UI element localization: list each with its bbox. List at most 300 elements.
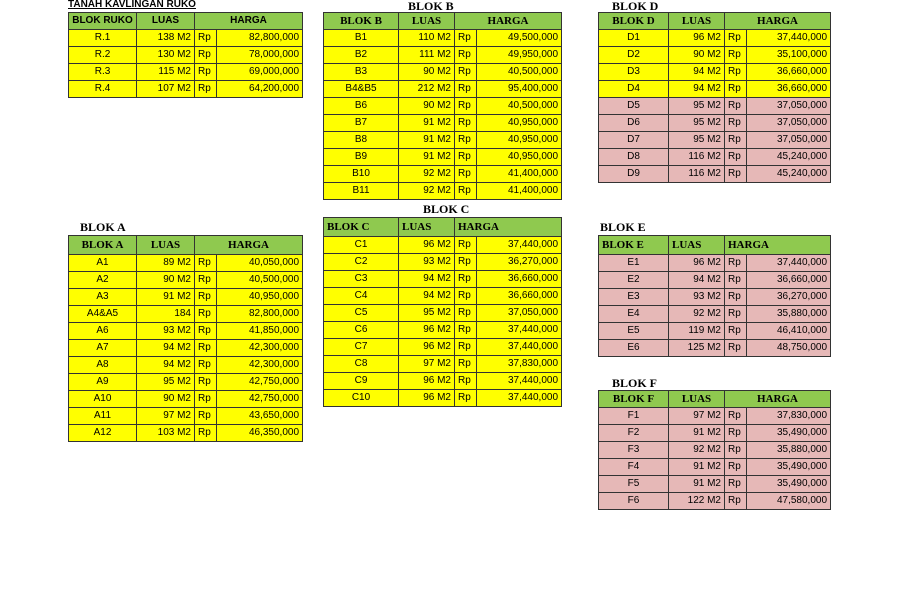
cell-currency: Rp	[455, 47, 477, 64]
table-row	[69, 374, 303, 391]
blok-b-title: BLOK B	[408, 0, 454, 13]
header-harga: HARGA	[455, 13, 562, 30]
cell-luas: 122 M2	[669, 493, 725, 510]
ruko-price-table	[68, 12, 303, 98]
cell-luas: 91 M2	[399, 132, 455, 149]
cell-luas: 92 M2	[669, 306, 725, 323]
cell-harga: 37,440,000	[477, 237, 562, 254]
cell-harga: 69,000,000	[217, 64, 303, 81]
cell-blok: F4	[599, 459, 669, 476]
table-row	[69, 323, 303, 340]
table-row	[324, 47, 562, 64]
cell-blok: D2	[599, 47, 669, 64]
table-row	[69, 81, 303, 98]
cell-luas: 93 M2	[399, 254, 455, 271]
cell-luas: 89 M2	[137, 255, 195, 272]
table-row	[324, 254, 562, 271]
cell-luas: 116 M2	[669, 149, 725, 166]
cell-blok: R.2	[69, 47, 137, 64]
cell-currency: Rp	[725, 255, 747, 272]
cell-luas: 91 M2	[669, 476, 725, 493]
cell-currency: Rp	[725, 289, 747, 306]
cell-currency: Rp	[455, 64, 477, 81]
table-row	[599, 272, 831, 289]
cell-blok: A7	[69, 340, 137, 357]
cell-harga: 42,300,000	[217, 357, 303, 374]
cell-blok: D7	[599, 132, 669, 149]
table-row	[599, 115, 831, 132]
table-row	[324, 64, 562, 81]
cell-luas: 97 M2	[669, 408, 725, 425]
cell-currency: Rp	[195, 425, 217, 442]
cell-harga: 95,400,000	[477, 81, 562, 98]
cell-blok: B6	[324, 98, 399, 115]
cell-luas: 95 M2	[669, 98, 725, 115]
cell-luas: 93 M2	[137, 323, 195, 340]
cell-harga: 40,950,000	[217, 289, 303, 306]
table-row	[69, 340, 303, 357]
cell-blok: D8	[599, 149, 669, 166]
table-row	[69, 391, 303, 408]
table-row	[324, 81, 562, 98]
cell-harga: 35,100,000	[747, 47, 831, 64]
table-row	[69, 408, 303, 425]
cell-harga: 36,660,000	[477, 271, 562, 288]
table-row	[324, 30, 562, 47]
cell-blok: F1	[599, 408, 669, 425]
cell-currency: Rp	[455, 30, 477, 47]
cell-currency: Rp	[725, 30, 747, 47]
cell-luas: 97 M2	[137, 408, 195, 425]
header-luas: LUAS	[669, 13, 725, 30]
cell-blok: A12	[69, 425, 137, 442]
table-row	[324, 149, 562, 166]
cell-currency: Rp	[725, 425, 747, 442]
cell-blok: R.3	[69, 64, 137, 81]
cell-harga: 37,440,000	[477, 322, 562, 339]
cell-harga: 36,660,000	[747, 64, 831, 81]
cell-harga: 36,660,000	[747, 81, 831, 98]
cell-luas: 95 M2	[669, 115, 725, 132]
cell-currency: Rp	[195, 340, 217, 357]
cell-harga: 35,490,000	[747, 476, 831, 493]
blok-d-price-table	[598, 12, 831, 183]
cell-harga: 37,830,000	[477, 356, 562, 373]
table-row	[69, 64, 303, 81]
cell-blok: B7	[324, 115, 399, 132]
cell-harga: 47,580,000	[747, 493, 831, 510]
cell-currency: Rp	[725, 408, 747, 425]
cell-blok: B9	[324, 149, 399, 166]
cell-blok: B3	[324, 64, 399, 81]
cell-currency: Rp	[725, 476, 747, 493]
table-row	[324, 115, 562, 132]
blok-a-title: BLOK A	[80, 220, 126, 234]
cell-harga: 42,750,000	[217, 374, 303, 391]
cell-currency: Rp	[725, 459, 747, 476]
cell-blok: R.1	[69, 30, 137, 47]
cell-blok: D1	[599, 30, 669, 47]
table-row	[599, 64, 831, 81]
cell-currency: Rp	[725, 98, 747, 115]
header-luas: LUAS	[399, 13, 455, 30]
header-harga: HARGA	[725, 236, 831, 255]
cell-blok: F5	[599, 476, 669, 493]
cell-currency: Rp	[195, 30, 217, 47]
cell-harga: 37,440,000	[477, 373, 562, 390]
cell-harga: 37,830,000	[747, 408, 831, 425]
table-row	[599, 166, 831, 183]
cell-harga: 82,800,000	[217, 30, 303, 47]
cell-harga: 82,800,000	[217, 306, 303, 323]
cell-currency: Rp	[455, 254, 477, 271]
cell-blok: E3	[599, 289, 669, 306]
cell-blok: D6	[599, 115, 669, 132]
header-blok: BLOK RUKO	[69, 13, 137, 30]
cell-blok: F2	[599, 425, 669, 442]
table-row	[599, 425, 831, 442]
blok-e-price-table	[598, 235, 831, 357]
cell-harga: 37,440,000	[747, 255, 831, 272]
cell-harga: 37,440,000	[477, 390, 562, 407]
cell-luas: 92 M2	[399, 183, 455, 200]
cell-luas: 96 M2	[399, 373, 455, 390]
cell-luas: 110 M2	[399, 30, 455, 47]
table-row	[69, 357, 303, 374]
cell-blok: C5	[324, 305, 399, 322]
cell-luas: 184	[137, 306, 195, 323]
cell-blok: C3	[324, 271, 399, 288]
cell-luas: 90 M2	[137, 391, 195, 408]
cell-blok: C9	[324, 373, 399, 390]
cell-luas: 138 M2	[137, 30, 195, 47]
cell-currency: Rp	[195, 323, 217, 340]
table-row	[324, 373, 562, 390]
cell-blok: A6	[69, 323, 137, 340]
cell-blok: E2	[599, 272, 669, 289]
table-row	[324, 339, 562, 356]
cell-blok: F6	[599, 493, 669, 510]
cell-luas: 116 M2	[669, 166, 725, 183]
cell-luas: 96 M2	[669, 255, 725, 272]
cell-blok: B8	[324, 132, 399, 149]
table-row	[69, 272, 303, 289]
cell-luas: 94 M2	[399, 271, 455, 288]
table-row	[599, 493, 831, 510]
cell-currency: Rp	[725, 149, 747, 166]
cell-blok: D9	[599, 166, 669, 183]
cell-luas: 96 M2	[399, 237, 455, 254]
cell-currency: Rp	[725, 442, 747, 459]
cell-currency: Rp	[455, 305, 477, 322]
cell-harga: 42,300,000	[217, 340, 303, 357]
cell-harga: 46,350,000	[217, 425, 303, 442]
cell-blok: C8	[324, 356, 399, 373]
cell-luas: 111 M2	[399, 47, 455, 64]
cell-harga: 36,660,000	[747, 272, 831, 289]
cell-blok: A9	[69, 374, 137, 391]
cell-harga: 35,490,000	[747, 459, 831, 476]
cell-blok: B10	[324, 166, 399, 183]
cell-harga: 37,440,000	[477, 339, 562, 356]
cell-harga: 48,750,000	[747, 340, 831, 357]
table-row	[324, 98, 562, 115]
cell-luas: 115 M2	[137, 64, 195, 81]
table-row	[69, 289, 303, 306]
cell-harga: 37,050,000	[477, 305, 562, 322]
table-row	[599, 476, 831, 493]
cell-luas: 95 M2	[137, 374, 195, 391]
cell-currency: Rp	[455, 271, 477, 288]
cell-blok: B1	[324, 30, 399, 47]
cell-currency: Rp	[455, 132, 477, 149]
cell-harga: 43,650,000	[217, 408, 303, 425]
cell-harga: 40,050,000	[217, 255, 303, 272]
cell-harga: 64,200,000	[217, 81, 303, 98]
cell-blok: E1	[599, 255, 669, 272]
cell-luas: 91 M2	[137, 289, 195, 306]
table-row	[599, 289, 831, 306]
cell-currency: Rp	[195, 47, 217, 64]
cell-harga: 41,400,000	[477, 183, 562, 200]
blok-a-price-table	[68, 235, 303, 442]
cell-blok: A3	[69, 289, 137, 306]
cell-harga: 40,950,000	[477, 132, 562, 149]
cell-currency: Rp	[725, 323, 747, 340]
cell-luas: 94 M2	[669, 81, 725, 98]
cell-currency: Rp	[455, 356, 477, 373]
table-row	[599, 132, 831, 149]
cell-harga: 40,950,000	[477, 149, 562, 166]
cell-luas: 97 M2	[399, 356, 455, 373]
cell-blok: B11	[324, 183, 399, 200]
cell-harga: 49,500,000	[477, 30, 562, 47]
table-row	[69, 306, 303, 323]
cell-blok: C10	[324, 390, 399, 407]
cell-currency: Rp	[455, 373, 477, 390]
cell-blok: C6	[324, 322, 399, 339]
cell-luas: 90 M2	[399, 64, 455, 81]
cell-harga: 37,050,000	[747, 132, 831, 149]
table-row	[69, 255, 303, 272]
table-row	[599, 408, 831, 425]
header-luas: LUAS	[669, 391, 725, 408]
header-luas: LUAS	[669, 236, 725, 255]
cell-luas: 90 M2	[137, 272, 195, 289]
cell-currency: Rp	[455, 149, 477, 166]
table-row	[69, 30, 303, 47]
cell-harga: 36,270,000	[747, 289, 831, 306]
header-blok: BLOK E	[599, 236, 669, 255]
cell-currency: Rp	[725, 132, 747, 149]
table-row	[324, 183, 562, 200]
cell-luas: 90 M2	[669, 47, 725, 64]
cell-blok: R.4	[69, 81, 137, 98]
cell-currency: Rp	[195, 357, 217, 374]
cell-blok: E5	[599, 323, 669, 340]
table-row	[599, 149, 831, 166]
cell-blok: C7	[324, 339, 399, 356]
cell-currency: Rp	[455, 322, 477, 339]
cell-harga: 40,500,000	[477, 98, 562, 115]
cell-currency: Rp	[455, 237, 477, 254]
table-row	[599, 323, 831, 340]
blok-b-price-table	[323, 12, 562, 200]
table-row	[599, 30, 831, 47]
header-harga: HARGA	[455, 218, 562, 237]
table-row	[324, 271, 562, 288]
cell-harga: 35,880,000	[747, 306, 831, 323]
cell-luas: 92 M2	[669, 442, 725, 459]
cell-currency: Rp	[725, 115, 747, 132]
cell-currency: Rp	[195, 81, 217, 98]
table-row	[599, 459, 831, 476]
blok-e-title: BLOK E	[600, 220, 646, 234]
cell-harga: 36,270,000	[477, 254, 562, 271]
table-row	[599, 98, 831, 115]
cell-harga: 37,050,000	[747, 98, 831, 115]
cell-blok: A8	[69, 357, 137, 374]
table-row	[599, 340, 831, 357]
cell-luas: 212 M2	[399, 81, 455, 98]
cell-blok: E4	[599, 306, 669, 323]
header-harga: HARGA	[725, 13, 831, 30]
cell-blok: D5	[599, 98, 669, 115]
blok-c-title: BLOK C	[423, 202, 470, 216]
cell-luas: 94 M2	[137, 340, 195, 357]
cell-blok: B4&B5	[324, 81, 399, 98]
cell-harga: 37,050,000	[747, 115, 831, 132]
cell-currency: Rp	[725, 81, 747, 98]
cell-currency: Rp	[725, 340, 747, 357]
header-luas: LUAS	[399, 218, 455, 237]
cell-luas: 91 M2	[399, 149, 455, 166]
header-blok: BLOK D	[599, 13, 669, 30]
cell-blok: C4	[324, 288, 399, 305]
cell-currency: Rp	[725, 64, 747, 81]
header-blok: BLOK B	[324, 13, 399, 30]
cell-currency: Rp	[455, 81, 477, 98]
cell-currency: Rp	[725, 272, 747, 289]
cell-currency: Rp	[455, 339, 477, 356]
cell-luas: 96 M2	[399, 339, 455, 356]
table-row	[599, 306, 831, 323]
cell-harga: 41,400,000	[477, 166, 562, 183]
cell-currency: Rp	[195, 408, 217, 425]
header-blok: BLOK F	[599, 391, 669, 408]
header-blok: BLOK C	[324, 218, 399, 237]
cell-currency: Rp	[725, 306, 747, 323]
cell-blok: C1	[324, 237, 399, 254]
cell-currency: Rp	[455, 166, 477, 183]
cell-currency: Rp	[455, 288, 477, 305]
cell-harga: 37,440,000	[747, 30, 831, 47]
cell-luas: 91 M2	[669, 425, 725, 442]
cell-blok: D4	[599, 81, 669, 98]
table-row	[324, 356, 562, 373]
table-row	[599, 81, 831, 98]
table-row	[324, 237, 562, 254]
header-blok: BLOK A	[69, 236, 137, 255]
cell-currency: Rp	[195, 272, 217, 289]
cell-currency: Rp	[195, 289, 217, 306]
cell-luas: 90 M2	[399, 98, 455, 115]
cell-currency: Rp	[455, 115, 477, 132]
table-row	[324, 322, 562, 339]
table-row	[324, 132, 562, 149]
cell-luas: 130 M2	[137, 47, 195, 64]
cell-luas: 103 M2	[137, 425, 195, 442]
blok-c-price-table	[323, 217, 562, 407]
blok-f-title: BLOK F	[612, 376, 658, 390]
cell-currency: Rp	[455, 390, 477, 407]
cell-harga: 49,950,000	[477, 47, 562, 64]
cell-harga: 45,240,000	[747, 149, 831, 166]
table-row	[69, 47, 303, 64]
cell-harga: 78,000,000	[217, 47, 303, 64]
cell-currency: Rp	[725, 47, 747, 64]
cell-luas: 91 M2	[399, 115, 455, 132]
cell-blok: C2	[324, 254, 399, 271]
cell-luas: 96 M2	[399, 390, 455, 407]
cell-luas: 94 M2	[669, 272, 725, 289]
table-row	[324, 288, 562, 305]
cell-blok: B2	[324, 47, 399, 64]
cell-harga: 35,490,000	[747, 425, 831, 442]
cell-harga: 46,410,000	[747, 323, 831, 340]
table-row	[324, 390, 562, 407]
cell-blok: A10	[69, 391, 137, 408]
cell-currency: Rp	[195, 306, 217, 323]
cell-currency: Rp	[195, 255, 217, 272]
cell-luas: 125 M2	[669, 340, 725, 357]
cell-currency: Rp	[455, 183, 477, 200]
cell-blok: A1	[69, 255, 137, 272]
table-row	[599, 47, 831, 64]
cell-currency: Rp	[195, 64, 217, 81]
cell-luas: 96 M2	[669, 30, 725, 47]
cell-luas: 95 M2	[669, 132, 725, 149]
cell-currency: Rp	[195, 374, 217, 391]
cell-blok: A2	[69, 272, 137, 289]
table-row	[324, 166, 562, 183]
cell-currency: Rp	[725, 493, 747, 510]
table-row	[599, 255, 831, 272]
cell-luas: 96 M2	[399, 322, 455, 339]
cell-blok: A11	[69, 408, 137, 425]
table-row	[324, 305, 562, 322]
cell-luas: 94 M2	[399, 288, 455, 305]
cell-luas: 94 M2	[669, 64, 725, 81]
cell-luas: 94 M2	[137, 357, 195, 374]
table-row	[69, 425, 303, 442]
blok-d-title: BLOK D	[612, 0, 659, 13]
cell-harga: 40,950,000	[477, 115, 562, 132]
cell-currency: Rp	[455, 98, 477, 115]
header-luas: LUAS	[137, 236, 195, 255]
cell-harga: 45,240,000	[747, 166, 831, 183]
cell-luas: 93 M2	[669, 289, 725, 306]
cell-currency: Rp	[195, 391, 217, 408]
header-harga: HARGA	[195, 236, 303, 255]
ruko-title: TANAH KAVLINGAN RUKO	[68, 0, 196, 10]
cell-luas: 92 M2	[399, 166, 455, 183]
cell-blok: D3	[599, 64, 669, 81]
cell-luas: 91 M2	[669, 459, 725, 476]
header-harga: HARGA	[725, 391, 831, 408]
cell-harga: 42,750,000	[217, 391, 303, 408]
header-harga: HARGA	[195, 13, 303, 30]
